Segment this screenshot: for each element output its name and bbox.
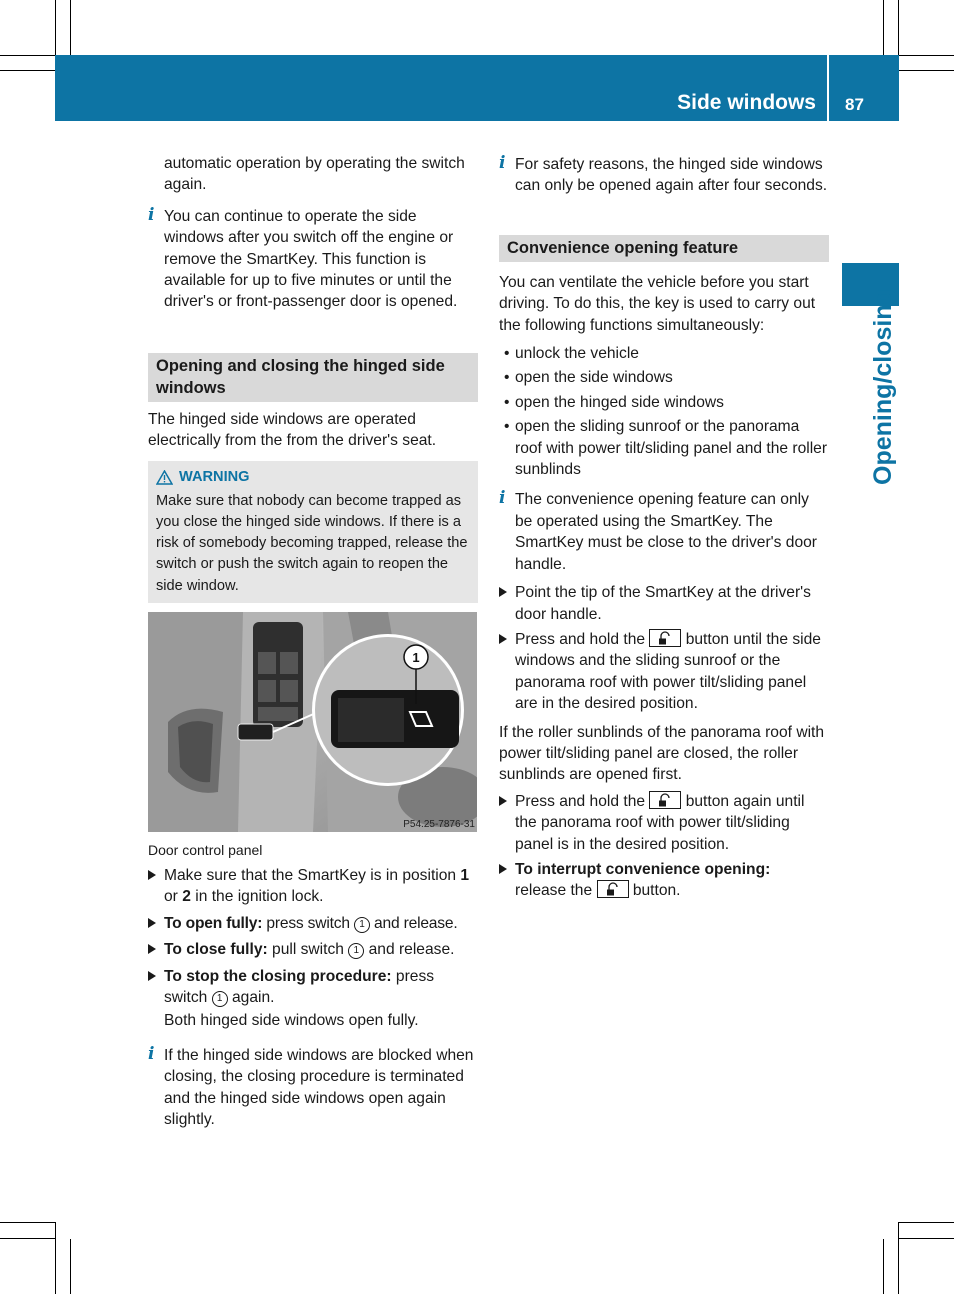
step-arrow-icon bbox=[499, 796, 507, 806]
step-arrow-icon bbox=[499, 634, 507, 644]
warning-box bbox=[148, 461, 478, 603]
info-text: For safety reasons, the hinged side windows can only be opened again after four seconds. bbox=[515, 156, 828, 195]
warning-triangle-icon bbox=[156, 470, 173, 485]
door-control-panel-image bbox=[148, 612, 477, 832]
bullet-list bbox=[499, 343, 829, 480]
note-paragraph: If the roller sunblinds of the panorama roof with power tilt/sliding panel are closed, the roller sunblinds are opened first. bbox=[499, 723, 825, 784]
info-text: You can continue to operate the side windows after you switch off the engine or remove the SmartKey. This function is available for up to five minutes or until the driver's or front-passenger door is opened. bbox=[164, 207, 458, 311]
switch-number-icon: 1 bbox=[348, 943, 364, 959]
info-text: The convenience opening feature can only be operated using the SmartKey. The SmartKey must be close to the driver's door handle. bbox=[515, 491, 817, 573]
step-arrow-icon bbox=[148, 944, 156, 954]
section-heading: Convenience opening feature bbox=[499, 235, 829, 262]
left-column bbox=[148, 153, 478, 603]
info-note bbox=[499, 489, 829, 575]
info-note bbox=[499, 154, 829, 197]
door-panel-illustration bbox=[148, 612, 477, 832]
image-caption: Door control panel bbox=[148, 842, 263, 858]
crop-mark bbox=[70, 0, 71, 55]
crop-mark bbox=[0, 70, 55, 71]
bullet-item: • open the sliding sunroof or the panorama roof with power tilt/sliding panel and the roller sunblinds bbox=[504, 418, 828, 479]
step-text: To close fully: pull switch 1 and release. bbox=[164, 941, 455, 959]
right-column bbox=[499, 154, 829, 902]
info-icon: i bbox=[148, 204, 155, 225]
step-item bbox=[148, 913, 478, 934]
crop-mark bbox=[70, 1239, 71, 1294]
crop-mark bbox=[899, 55, 954, 56]
left-column-lower bbox=[148, 841, 478, 1130]
step-result: Both hinged side windows open fully. bbox=[164, 1012, 419, 1030]
section-heading: Opening and closing the hinged side windows bbox=[148, 353, 478, 402]
crop-mark bbox=[899, 1222, 954, 1223]
intro-text: The hinged side windows are operated electrically from the from the driver's seat. bbox=[148, 410, 437, 450]
switch-number-icon: 1 bbox=[354, 917, 370, 933]
step-text: Press and hold the button again until the panorama roof with power tilt/sliding panel is in the desired position. bbox=[515, 792, 805, 853]
info-icon: i bbox=[499, 153, 506, 173]
bullet-item: • open the hinged side windows bbox=[504, 393, 724, 411]
crop-mark bbox=[899, 1238, 954, 1239]
step-item bbox=[148, 939, 478, 960]
crop-mark bbox=[55, 0, 56, 55]
step-item bbox=[499, 582, 829, 625]
step-item bbox=[499, 629, 829, 715]
crop-mark bbox=[0, 55, 55, 56]
step-text: Press and hold the button until the side windows and the sliding sunroof or the panorama roof with power tilt/sliding panel are in the desired position. bbox=[515, 630, 821, 713]
continued-text: automatic operation by operating the switch again. bbox=[164, 155, 465, 194]
step-text: To open fully: press switch 1 and release. bbox=[164, 914, 458, 932]
intro-text: You can ventilate the vehicle before you start driving. To do this, the key is used to carry out the following functions simultaneously: bbox=[499, 273, 816, 334]
info-note bbox=[148, 1045, 478, 1131]
crop-mark bbox=[883, 1239, 884, 1294]
step-arrow-icon bbox=[499, 864, 507, 874]
step-item bbox=[499, 859, 829, 902]
warning-header bbox=[156, 467, 470, 488]
step-arrow-icon bbox=[148, 971, 156, 981]
crop-mark bbox=[883, 0, 884, 55]
page-number: 87 bbox=[845, 95, 864, 114]
crop-mark bbox=[899, 70, 954, 71]
warning-text: Make sure that nobody can become trapped as you close the hinged side windows. If there is a risk of somebody becoming trapped, release the switch or push the switch again to reopen the side window. bbox=[156, 492, 468, 594]
crop-mark bbox=[0, 1222, 55, 1223]
switch-number-icon: 1 bbox=[212, 991, 228, 1007]
step-text: To stop the closing procedure: press switch 1 again. bbox=[164, 967, 435, 1007]
step-item bbox=[148, 966, 478, 1032]
crop-mark bbox=[898, 1222, 899, 1294]
step-item bbox=[148, 865, 478, 908]
step-item bbox=[499, 791, 829, 855]
chapter-label: Opening/closing bbox=[869, 289, 897, 485]
unlock-button-icon bbox=[649, 791, 681, 809]
warning-title: WARNING bbox=[179, 468, 250, 485]
step-text: Point the tip of the SmartKey at the driver's door handle. bbox=[515, 584, 811, 623]
step-text: To interrupt convenience opening: release the button. bbox=[515, 860, 771, 900]
crop-mark bbox=[898, 0, 899, 55]
step-arrow-icon bbox=[148, 918, 156, 928]
crop-mark bbox=[0, 1238, 55, 1239]
image-code: P54.25-7876-31 bbox=[403, 819, 475, 830]
info-note bbox=[148, 206, 478, 313]
info-text: If the hinged side windows are blocked when closing, the closing procedure is terminated and the hinged side windows open again slightly. bbox=[164, 1046, 474, 1129]
info-icon: i bbox=[499, 488, 506, 509]
header-separator bbox=[827, 55, 829, 121]
step-text: Make sure that the SmartKey is in position 1 or 2 in the ignition lock. bbox=[164, 867, 470, 906]
step-arrow-icon bbox=[148, 870, 156, 880]
section-title: Side windows bbox=[677, 91, 816, 114]
unlock-button-icon bbox=[649, 629, 681, 647]
unlock-button-icon bbox=[597, 880, 629, 898]
bullet-item: • open the side windows bbox=[504, 369, 673, 387]
bullet-item: • unlock the vehicle bbox=[504, 345, 639, 363]
crop-mark bbox=[55, 1222, 56, 1294]
image-callout-number: 1 bbox=[412, 650, 420, 665]
step-arrow-icon bbox=[499, 587, 507, 597]
info-icon: i bbox=[148, 1043, 155, 1064]
